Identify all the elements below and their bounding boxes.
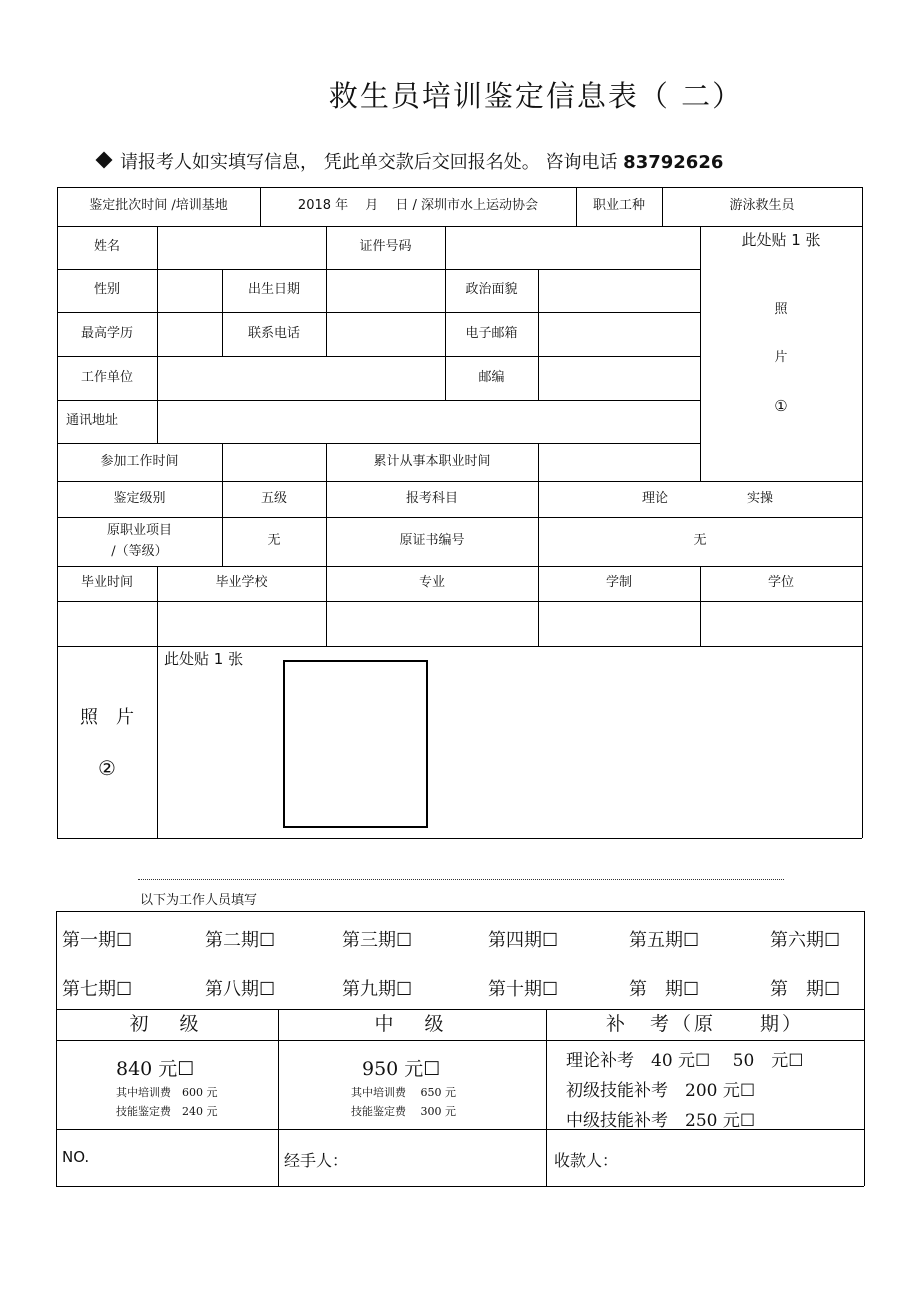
work-unit-label: 工作单位: [80, 369, 133, 385]
work-start-label: 参加工作时间: [100, 453, 179, 469]
photo1-char-2: 片: [774, 349, 788, 365]
dotted-separator: [138, 879, 784, 881]
period-5[interactable]: 第五期☐: [629, 930, 700, 951]
middle-price-checkbox[interactable]: 950 元☐: [362, 1058, 441, 1080]
political-field[interactable]: [538, 269, 700, 312]
middle-skill-fee: 技能鉴定费 300 元: [351, 1105, 456, 1118]
handler-label: 经手人：: [284, 1151, 349, 1170]
phone-label: 联系电话: [247, 325, 300, 341]
notice-line: [98, 148, 723, 174]
middle-training-fee: 其中培训费 650 元: [351, 1086, 456, 1099]
email-label: 电子邮箱: [465, 325, 518, 341]
level-label: 鉴定级别: [113, 490, 166, 506]
notice-text: 请报考人如实填写信息， 凭此单交款后交回报名处。 咨询电话: [120, 152, 624, 173]
birth-field[interactable]: [326, 269, 445, 312]
work-years-label: 累计从事本职业时间: [373, 453, 491, 469]
subject-label: 报考科目: [405, 490, 458, 506]
name-field[interactable]: [157, 226, 326, 269]
primary-header: 初 级: [129, 1013, 205, 1036]
photo2-note: 此处贴 1 张: [164, 650, 244, 668]
email-field[interactable]: [538, 312, 700, 356]
photo2-box[interactable]: [283, 660, 428, 828]
education-label: 最高学历: [80, 325, 133, 341]
orig-cert-label: 原证书编号: [399, 533, 465, 549]
work-unit-field[interactable]: [157, 356, 445, 400]
orig-item-label: [57, 517, 222, 566]
period-9[interactable]: 第九期☐: [342, 979, 413, 1000]
page-title: 救生员培训鉴定信息表（ 二）: [328, 79, 744, 113]
photo1-char-1: 照: [774, 301, 788, 317]
makeup-middle-skill[interactable]: 中级技能补考 250 元☐: [566, 1111, 756, 1131]
primary-skill-fee: 技能鉴定费 240 元: [116, 1105, 218, 1118]
school-field[interactable]: [157, 601, 326, 646]
level-value: 五级: [260, 490, 287, 506]
period-12[interactable]: 第 期☐: [770, 979, 841, 1000]
period-3[interactable]: 第三期☐: [342, 930, 413, 951]
period-8[interactable]: 第八期☐: [205, 979, 276, 1000]
id-field[interactable]: [445, 226, 700, 269]
photo1-number: ①: [774, 397, 788, 415]
contact-phone: 83792626: [623, 152, 724, 173]
duration-label: 学制: [605, 575, 632, 591]
orig-item-value: 无: [267, 533, 281, 549]
period-7[interactable]: 第七期☐: [62, 979, 133, 1000]
id-label: 证件号码: [359, 239, 412, 255]
period-11[interactable]: 第 期☐: [629, 979, 700, 1000]
batch-value: 2018 年 月 日 / 深圳市水上运动协会: [297, 198, 539, 214]
gender-field[interactable]: [157, 269, 222, 312]
period-2[interactable]: 第二期☐: [205, 930, 276, 951]
major-field[interactable]: [326, 601, 538, 646]
birth-label: 出生日期: [247, 282, 300, 298]
makeup-theory[interactable]: 理论补考 40 元☐ 50 元☐: [566, 1051, 804, 1071]
makeup-primary-skill[interactable]: 初级技能补考 200 元☐: [566, 1081, 756, 1101]
subject-practice: 实操: [746, 490, 773, 506]
photo1-note: 此处贴 1 张: [741, 231, 821, 249]
work-start-field[interactable]: [222, 443, 326, 481]
duration-field[interactable]: [538, 601, 700, 646]
degree-field[interactable]: [700, 601, 862, 646]
makeup-header: 补 考（原 期）: [605, 1013, 804, 1036]
education-field[interactable]: [157, 312, 222, 356]
staff-caption: 以下为工作人员填写: [140, 893, 258, 908]
phone-field[interactable]: [326, 312, 445, 356]
period-10[interactable]: 第十期☐: [488, 979, 559, 1000]
diamond-bullet-icon: [96, 152, 113, 169]
period-1[interactable]: 第一期☐: [62, 930, 133, 951]
grad-time-field[interactable]: [57, 601, 157, 646]
address-label: 通讯地址: [65, 413, 118, 429]
middle-header: 中 级: [374, 1013, 450, 1036]
photo2-number: ②: [98, 756, 116, 780]
job-label: 职业工种: [592, 198, 645, 214]
grad-time-label: 毕业时间: [80, 575, 133, 591]
zip-label: 邮编: [478, 369, 505, 385]
orig-item-label-line1: 原职业项目: [106, 522, 172, 538]
school-label: 毕业学校: [215, 575, 268, 591]
work-years-field[interactable]: [538, 443, 700, 481]
period-6[interactable]: 第六期☐: [770, 930, 841, 951]
batch-label: 鉴定批次时间 /培训基地: [89, 198, 228, 214]
primary-price-checkbox[interactable]: 840 元☐: [116, 1058, 195, 1080]
orig-cert-value: 无: [693, 533, 707, 549]
job-value: 游泳救生员: [729, 198, 795, 214]
zip-field[interactable]: [538, 356, 700, 400]
receipt-no-label: NO.: [62, 1148, 90, 1166]
primary-training-fee: 其中培训费 600 元: [116, 1086, 218, 1099]
orig-item-label-line2: /（等级）: [111, 543, 168, 559]
degree-label: 学位: [767, 575, 794, 591]
period-4[interactable]: 第四期☐: [488, 930, 559, 951]
political-label: 政治面貌: [465, 282, 518, 298]
gender-label: 性别: [93, 282, 120, 298]
name-label: 姓名: [93, 239, 120, 255]
photo2-label: 照 片: [80, 706, 134, 728]
subject-theory: 理论: [641, 490, 668, 506]
major-label: 专业: [418, 575, 445, 591]
address-field[interactable]: [157, 400, 700, 443]
payee-label: 收款人：: [554, 1151, 619, 1170]
